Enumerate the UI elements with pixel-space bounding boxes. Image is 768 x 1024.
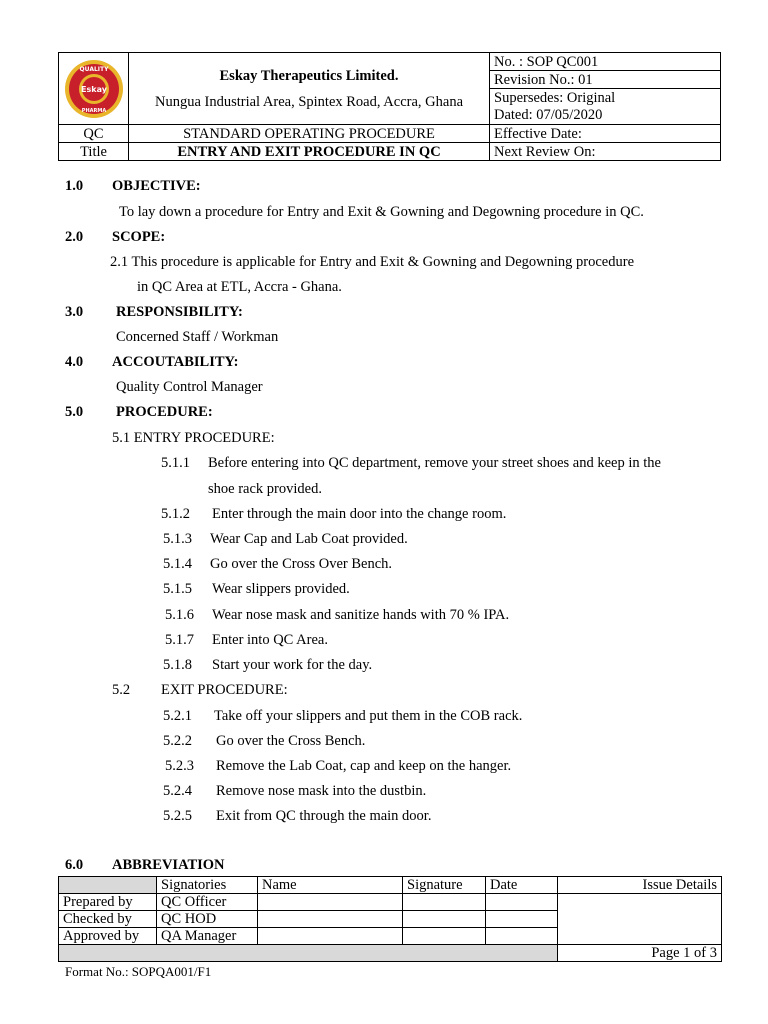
responsibility-heading: RESPONSIBILITY: (116, 304, 243, 320)
step-number: 5.2.3 (165, 758, 194, 774)
format-number: Format No.: SOPQA001/F1 (65, 964, 212, 979)
step-number: 5.1.8 (163, 657, 192, 673)
step-text: Wear Cap and Lab Coat provided. (210, 531, 408, 547)
role-label: Approved by (59, 928, 157, 945)
scope-number: 2.0 (65, 229, 84, 245)
step-text: Enter through the main door into the change room. (212, 506, 507, 522)
company-name: Eskay Therapeutics Limited. (219, 67, 399, 84)
step-number: 5.1.6 (165, 607, 194, 623)
step-number: 5.1.2 (161, 506, 190, 522)
date-cell (486, 911, 558, 928)
company-logo (63, 58, 125, 120)
signatory-label: QA Manager (157, 928, 258, 945)
objective-number: 1.0 (65, 178, 84, 194)
doc-number: No. : SOP QC001 (490, 53, 721, 71)
step-number: 5.2.4 (163, 783, 192, 799)
entry-procedure-heading: 5.1 ENTRY PROCEDURE: (112, 430, 275, 446)
step-text: Enter into QC Area. (212, 632, 328, 648)
accountability-number: 4.0 (65, 354, 84, 370)
exit-procedure-number: 5.2 (112, 682, 131, 698)
title-label: Title (59, 143, 129, 161)
step-text: Before entering into QC department, remove your street shoes and keep in the (208, 455, 661, 471)
column-header: Issue Details (558, 877, 722, 894)
step-number: 5.2.2 (163, 733, 192, 749)
objective-heading: OBJECTIVE: (112, 178, 201, 194)
logo-top-text: QUALITY (79, 65, 108, 73)
procedure-heading: PROCEDURE: (116, 404, 213, 420)
step-text: Go over the Cross Over Bench. (210, 556, 393, 572)
step-number: 5.1.1 (161, 455, 190, 471)
step-number: 5.2.1 (163, 708, 192, 724)
scope-heading: SCOPE: (112, 229, 166, 245)
signatory-label: QC Officer (157, 894, 258, 911)
scope-text-line2: in QC Area at ETL, Accra - Ghana. (137, 279, 342, 295)
step-number: 5.1.3 (163, 531, 192, 547)
step-text: Wear nose mask and sanitize hands with 70 % IPA. (212, 607, 510, 623)
step-number: 5.1.4 (163, 556, 192, 572)
step-text-cont: shoe rack provided. (208, 481, 322, 497)
date-cell (486, 894, 558, 911)
supersedes: Supersedes: Original (490, 89, 721, 107)
logo-mid-text: Eskay (80, 84, 107, 94)
step-text: Exit from QC through the main door. (216, 808, 432, 824)
header-table (58, 52, 721, 161)
company-address: Nungua Industrial Area, Spintex Road, Accra, Ghana (154, 93, 464, 110)
next-review: Next Review On: (490, 143, 721, 161)
step-text: Take off your slippers and put them in the COB rack. (214, 708, 523, 724)
column-header: Signatories (157, 877, 258, 894)
exit-procedure-heading: EXIT PROCEDURE: (161, 682, 288, 698)
responsibility-number: 3.0 (65, 304, 84, 320)
responsibility-text: Concerned Staff / Workman (116, 329, 279, 345)
logo-bottom-text: PHARMA (81, 107, 106, 114)
dept-label: QC (59, 125, 129, 143)
signatory-table (58, 876, 722, 962)
company-cell (129, 53, 490, 125)
step-number: 5.1.5 (163, 581, 192, 597)
step-number: 5.2.5 (163, 808, 192, 824)
step-text: Wear slippers provided. (212, 581, 350, 597)
step-text: Remove the Lab Coat, cap and keep on the hanger. (216, 758, 512, 774)
doc-title: ENTRY AND EXIT PROCEDURE IN QC (129, 143, 490, 161)
page-number: Page 1 of 3 (558, 945, 722, 962)
page-spacer (59, 945, 558, 962)
signatory-label: QC HOD (157, 911, 258, 928)
step-number: 5.1.7 (165, 632, 194, 648)
accountability-heading: ACCOUTABILITY: (112, 354, 239, 370)
role-label: Checked by (59, 911, 157, 928)
signature-cell (403, 928, 486, 945)
step-text: Go over the Cross Bench. (216, 733, 366, 749)
role-label: Prepared by (59, 894, 157, 911)
doc-type: STANDARD OPERATING PROCEDURE (129, 125, 490, 143)
step-text: Remove nose mask into the dustbin. (216, 783, 427, 799)
name-cell (258, 928, 403, 945)
dated: Dated: 07/05/2020 (490, 107, 721, 125)
accountability-text: Quality Control Manager (116, 379, 263, 395)
column-header: Name (258, 877, 403, 894)
abbreviation-heading: ABBREVIATION (112, 857, 225, 873)
logo-cell (59, 53, 129, 125)
column-header: Signature (403, 877, 486, 894)
abbreviation-number: 6.0 (65, 857, 84, 873)
signature-cell (403, 911, 486, 928)
objective-text: To lay down a procedure for Entry and Exit & Gowning and Degowning procedure in QC. (119, 204, 644, 220)
name-cell (258, 894, 403, 911)
scope-text-line1: 2.1 This procedure is applicable for Entry and Exit & Gowning and Degowning procedure (110, 254, 635, 270)
effective-date: Effective Date: (490, 125, 721, 143)
issue-details-cell (558, 894, 722, 945)
revision-number: Revision No.: 01 (490, 71, 721, 89)
column-header: Date (486, 877, 558, 894)
step-text: Start your work for the day. (212, 657, 373, 673)
corner-cell (59, 877, 157, 894)
date-cell (486, 928, 558, 945)
name-cell (258, 911, 403, 928)
procedure-number: 5.0 (65, 404, 84, 420)
signature-cell (403, 894, 486, 911)
